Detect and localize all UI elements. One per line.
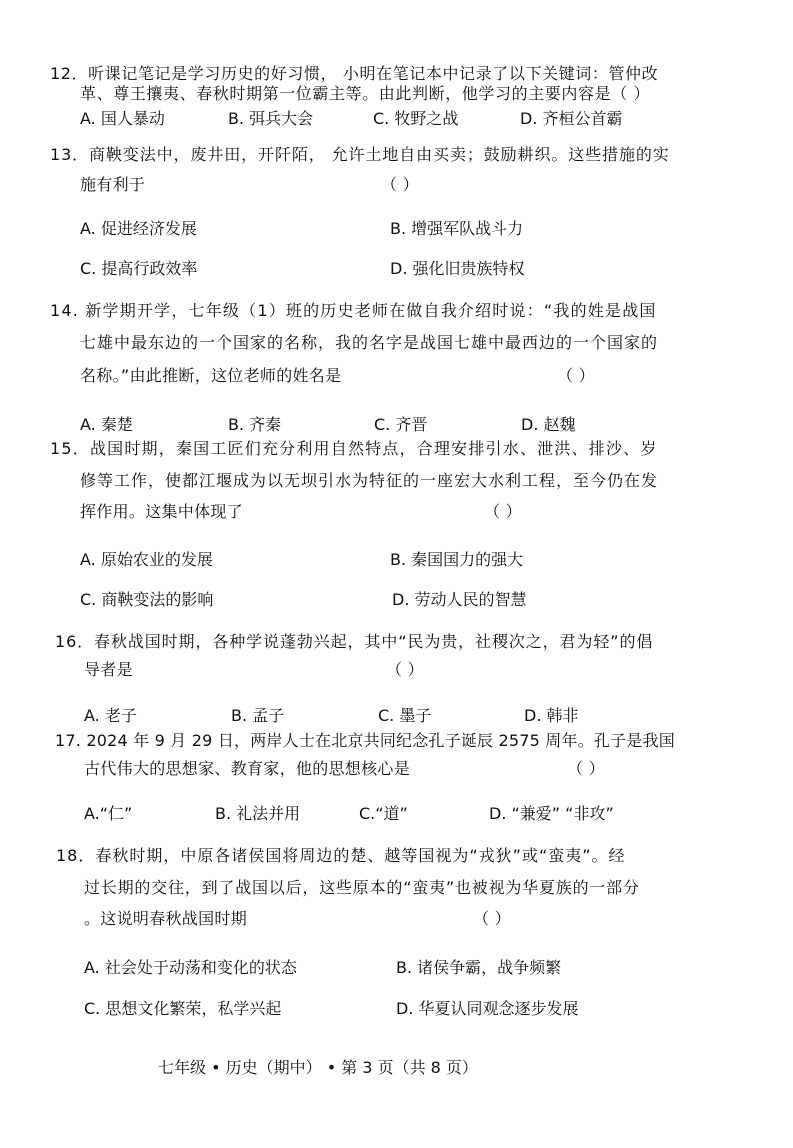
q18-line-1: 18．春秋时期，中原各诸侯国将周边的楚、越等国视为“戎狄”或“蛮夷”。经: [56, 846, 626, 865]
q16-line-1: 16．春秋战国时期，各种学说蓬勃兴起，其中“民为贵，社稷次之，君为轻”的倡: [55, 632, 654, 651]
q15-line-2: 修等工作，使都江堰成为以无坝引水为特征的一座宏大水利工程，至今仍在发: [80, 471, 659, 490]
page-footer: 七年级 • 历史（期中） • 第 3 页（共 8 页）: [158, 1058, 478, 1077]
q14-line-1: 14. 新学期开学，七年级（1）班的历史老师在做自我介绍时说：“我的姓是战国: [50, 301, 657, 320]
q17-line-1: 17. 2024 年 9 月 29 日，两岸人士在北京共同纪念孔子诞辰 2575 周年。孔子是我国: [55, 731, 675, 750]
q16-answer-paren: （ ）: [386, 660, 424, 679]
q17-option-c: C.“道”: [359, 804, 408, 823]
q14-option-a: A. 秦楚: [80, 415, 133, 434]
q15-line-1: 15．战国时期，秦国工匠们充分利用自然特点，合理安排引水、泄洪、排沙、岁: [50, 439, 658, 458]
q15-option-b: B. 秦国国力的强大: [390, 550, 524, 569]
q12-option-c: C. 牧野之战: [373, 109, 459, 128]
q14-answer-paren: （ ）: [557, 366, 595, 385]
q12-option-a: A. 国人暴动: [80, 109, 165, 128]
q12-option-b: B. 弭兵大会: [228, 109, 314, 128]
q15-line-3: 挥作用。这集中体现了: [80, 502, 244, 521]
q14-option-b: B. 齐秦: [228, 415, 282, 434]
q17-answer-paren: （ ）: [567, 759, 605, 778]
q14-line-2: 七雄中最东边的一个国家的名称，我的名字是战国七雄中最西边的一个国家的: [80, 333, 659, 352]
q16-option-d: D. 韩非: [524, 706, 579, 725]
q13-line-2: 施有利于: [80, 175, 146, 194]
q17-option-d: D. “兼爱” “非攻”: [489, 804, 614, 823]
q16-line-2: 导者是: [84, 660, 133, 679]
q15-answer-paren: （ ）: [484, 502, 522, 521]
q13-answer-paren: （ ）: [381, 175, 419, 194]
q12-line-2: 革、尊王攘夷、春秋时期第一位霸主等。由此判断，他学习的主要内容是（ ）: [80, 84, 651, 103]
q17-line-2: 古代伟大的思想家、教育家，他的思想核心是: [84, 759, 411, 778]
q15-option-c: C. 商鞅变法的影响: [80, 590, 214, 609]
q13-option-a: A. 促进经济发展: [80, 219, 197, 238]
q15-option-a: A. 原始农业的发展: [80, 550, 213, 569]
q13-option-c: C. 提高行政效率: [80, 259, 198, 278]
q13-option-d: D. 强化旧贵族特权: [390, 259, 525, 278]
q16-option-b: B. 孟子: [231, 706, 285, 725]
q13-option-b: B. 增强军队战斗力: [390, 219, 524, 238]
q12-option-d: D. 齐桓公首霸: [520, 109, 623, 128]
q18-answer-paren: （ ）: [473, 909, 511, 928]
q17-option-a: A.“仁”: [84, 804, 133, 823]
q15-option-d: D. 劳动人民的智慧: [392, 590, 527, 609]
q14-line-3: 名称。”由此推断，这位老师的姓名是: [80, 366, 342, 385]
q18-option-c: C. 思想文化繁荣，私学兴起: [84, 999, 282, 1018]
q18-option-a: A. 社会处于动荡和变化的状态: [84, 958, 297, 977]
q14-option-c: C. 齐晋: [374, 415, 428, 434]
q18-line-2: 过长期的交往，到了战国以后，这些原本的“蛮夷”也被视为华夏族的一部分: [84, 878, 640, 897]
q17-option-b: B. 礼法并用: [215, 804, 301, 823]
q18-option-b: B. 诸侯争霸，战争频繁: [396, 958, 562, 977]
q16-option-a: A. 老子: [84, 706, 137, 725]
q16-option-c: C. 墨子: [378, 706, 432, 725]
q14-option-d: D. 赵魏: [521, 415, 576, 434]
q13-line-1: 13．商鞅变法中，废井田，开阡陌， 允许土地自由买卖；鼓励耕织。这些措施的实: [50, 145, 670, 164]
q18-line-3: 。这说明春秋战国时期: [84, 909, 248, 928]
q18-option-d: D. 华夏认同观念逐步发展: [396, 999, 579, 1018]
q12-line-1: 12．听课记笔记是学习历史的好习惯， 小明在笔记本中记录了以下关键词：管仲改: [50, 64, 659, 83]
